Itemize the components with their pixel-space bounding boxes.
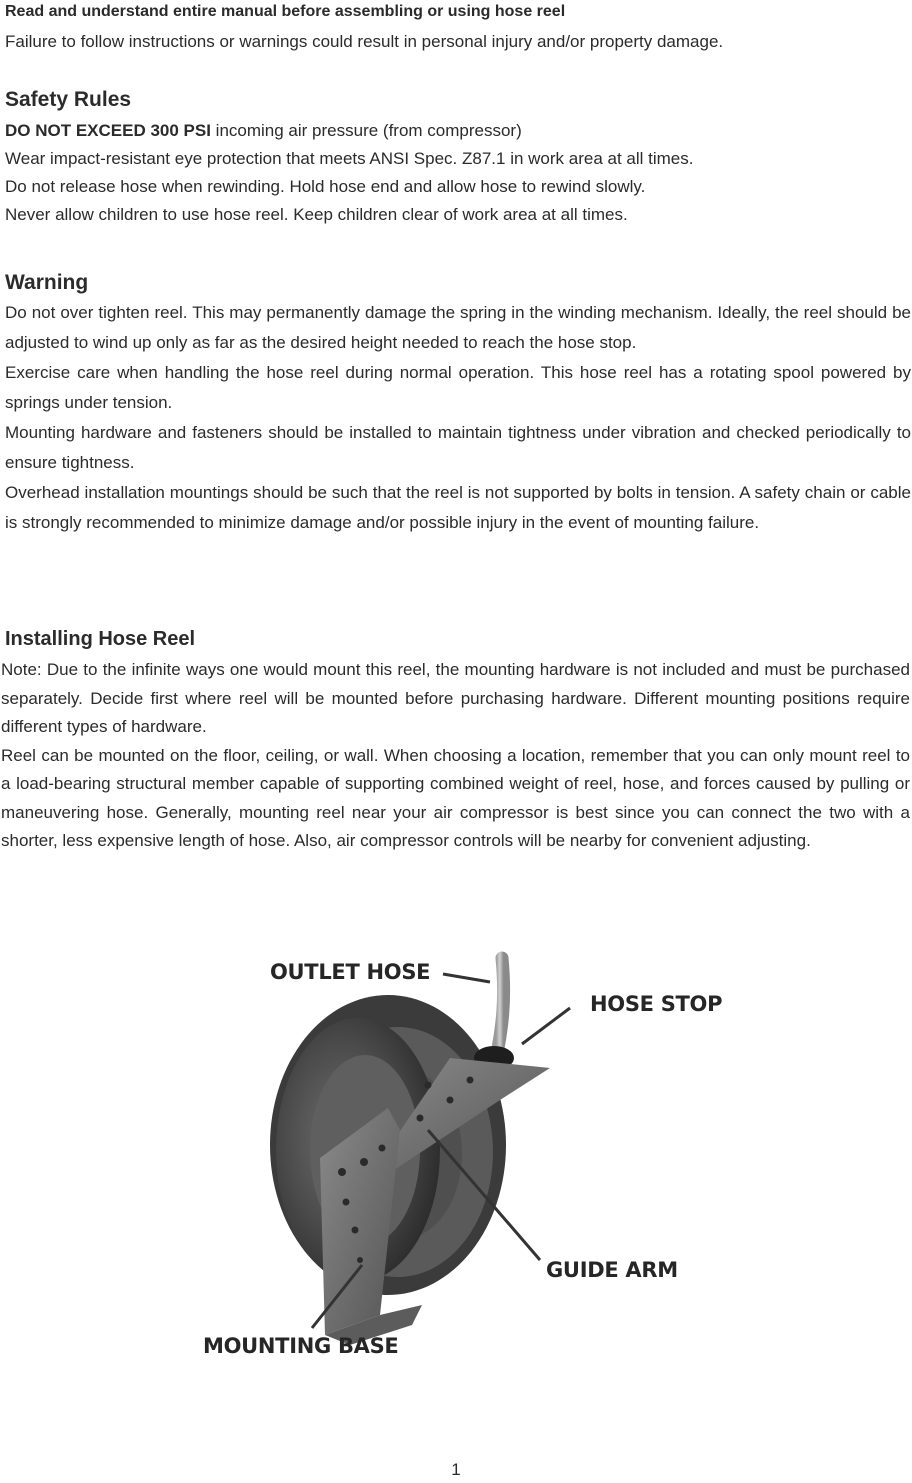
guide-arm-label: GUIDE ARM [546, 1258, 678, 1282]
install-section [1, 656, 910, 856]
warning-item-2: Exercise care when handling the hose reel during normal operation. This hose reel has a rotating spool powered by springs under tension. [5, 363, 911, 412]
page-number: 1 [451, 1460, 461, 1479]
warning-item-1: Do not over tighten reel. This may permanently damage the spring in the winding mechanism. Ideally, the reel should be adjusted to wind up only as far as the desired height needed to reach the hose stop. [5, 303, 911, 352]
hose-stop-label: HOSE STOP [590, 992, 723, 1016]
safety-rule-1 [5, 117, 911, 145]
install-paragraph-1: Note: Due to the infinite ways one would mount this reel, the mounting hardware is not included and must be purchased separately. Decide first where reel will be mounted before purchasing hardware. Different mounting positions require different types of hardware. [1, 660, 910, 736]
outlet-hose-label: OUTLET HOSE [270, 960, 431, 984]
header-subtitle: Failure to follow instructions or warnings could result in personal injury and/or property damage. [5, 32, 724, 51]
safety-rules [5, 117, 911, 229]
safety-rule-1-text: incoming air pressure (from compressor) [210, 121, 522, 140]
warning-item-4: Overhead installation mountings should be such that the reel is not supported by bolts in tension. A safety chain or cable is strongly recommended to minimize damage and/or possible injury in the event of mounting failure. [5, 483, 911, 532]
header [5, 0, 911, 56]
safety-rule-3: Do not release hose when rewinding. Hold hose end and allow hose to rewind slowly. [5, 177, 646, 196]
outlet-hose [496, 958, 504, 1058]
safety-rule-1-bold: DO NOT EXCEED 300 PSI [5, 121, 211, 140]
warning-item-3: Mounting hardware and fasteners should be installed to maintain tightness under vibration and checked periodically to ensure tightness. [5, 423, 911, 472]
install-heading: Installing Hose Reel [5, 628, 196, 650]
safety-heading: Safety Rules [5, 88, 132, 111]
header-title: Read and understand entire manual before assembling or using hose reel [5, 3, 566, 20]
hose-reel-figure [150, 940, 770, 1380]
install-paragraph-2: Reel can be mounted on the floor, ceiling, or wall. When choosing a location, remember that you can only mount reel to a load-bearing structural member capable of supporting combined weight of reel, hose, and forces caused by pulling or maneuvering hose. Generally, mounting reel near your air compressor is best since you can connect the two with a shorter, less expensive length of hose. Also, air compressor controls will be nearby for convenient adjusting. [1, 745, 910, 850]
safety-rule-2: Wear impact-resistant eye protection that meets ANSI Spec. Z87.1 in work area at all times. [5, 149, 694, 168]
mounting-base-label: MOUNTING BASE [203, 1334, 399, 1358]
warning-list [5, 298, 911, 538]
warning-heading: Warning [5, 271, 89, 294]
safety-rule-4: Never allow children to use hose reel. Keep children clear of work area at all times. [5, 205, 628, 224]
